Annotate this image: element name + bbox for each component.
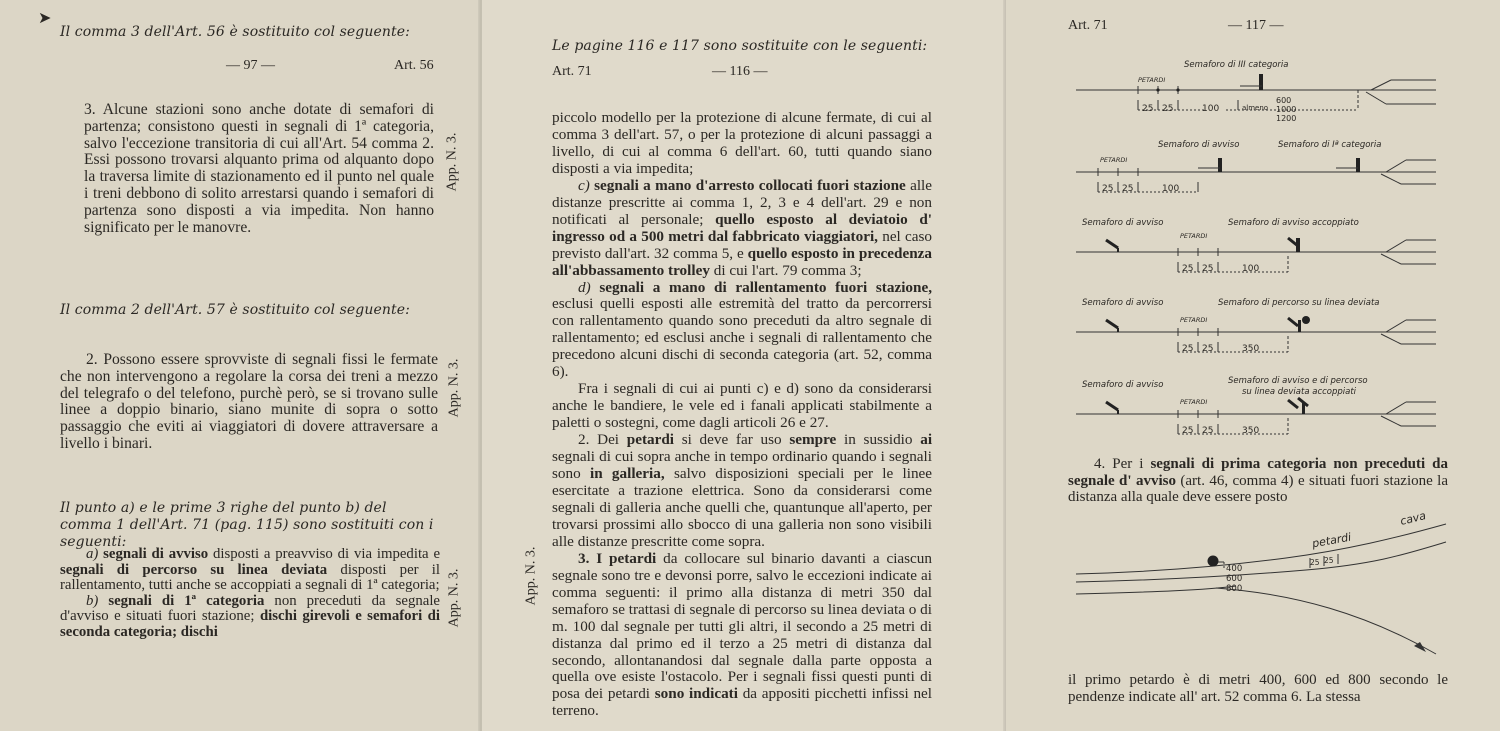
page-number: — 116 — bbox=[712, 64, 768, 79]
page-number: — 117 — bbox=[1228, 18, 1284, 33]
points-ab: a) segnali di avviso disposti a preavviso di via impedita e segnali di percorso su linea deviata disposti per il rallentamento, tutti anche se accoppiati a segnali di 1ª categoria; b) segnali di 1ª categoria non preceduti da segnale d'avviso e situati fuori stazione; dischi girevoli e semafori di seconda categoria; dischi bbox=[60, 546, 441, 640]
corner-mark: ➤ bbox=[38, 8, 52, 27]
right-page: Art. 71 — 117 — Semaforo di III categoria PETARDI 25 25 100 almeno 600 1000 1200 Semaforo di avviso Semaforo di Iª categoria PETARDI 25 25 100 Semaforo di avviso Semaforo di avviso accoppiato PETARDI 25 25 100 Semaforo di avviso Semaforo di percorso su linea deviata PETARDI 25 25 350 Semaforo di avviso Semaforo di avviso e di percorso su linea deviata accoppiati PETARDI 25 25 350 4. Per i segnali di prima categoria non preceduti da segnale d' avviso (art. 46, comma 4) e situati fuori stazione la distanza alla quale deve essere posto cava petardi 25 25 400 600 800 il primo petardo è di metri 400, 600 ed 800 secondo le pendenze indicate all' art. 52 comma 6. La stessa bbox=[1006, 0, 1500, 731]
paragraph-4: 4. Per i segnali di prima categoria non preceduti da segnale d' avviso (art. 46, comma 4) e situati fuori stazione la distanza alla quale deve essere posto bbox=[1068, 456, 1449, 505]
track-diagram-3-svg bbox=[1066, 226, 1436, 286]
track-diagram-5-svg bbox=[1066, 388, 1436, 448]
top-note: Il comma 3 dell'Art. 56 è sostituito col seguente: bbox=[60, 24, 410, 40]
article-label: Art. 71 bbox=[1068, 18, 1108, 33]
left-page bbox=[0, 0, 482, 731]
cava-diagram-svg bbox=[1066, 514, 1456, 664]
app-label: App. N. 3. bbox=[446, 358, 462, 418]
track-diagram-1-svg bbox=[1066, 64, 1436, 134]
article-label: Art. 71 bbox=[552, 64, 592, 79]
paragraph-end: il primo petardo è di metri 400, 600 ed 800 secondo le pendenze indicate all' art. 52 comma 6. La stessa bbox=[1068, 672, 1448, 705]
article-label: Art. 56 bbox=[394, 58, 434, 73]
top-note: Le pagine 116 e 117 sono sostituite con le seguenti: bbox=[552, 38, 928, 54]
track-diagram-2-svg bbox=[1066, 146, 1436, 206]
note-art57: Il comma 2 dell'Art. 57 è sostituito col seguente: bbox=[60, 302, 410, 318]
note-art71: Il punto a) e le prime 3 righe del punto b) del comma 1 dell'Art. 71 (pag. 115) sono sostituiti con i seguenti: bbox=[60, 500, 434, 550]
paragraph-art56: 3. Alcune stazioni sono anche dotate di semafori di partenza; consistono questi in segnali di 1ª categoria, salvo l'eccezione transitoria di cui all'Art. 54 comma 2. Essi possono trovarsi alquanto prima od alquanto dopo la traversa limite di stazionamento ed il punto nel quale i treni debbono di solito arrestarsi quando i semafori di partenza sono disposti a via impedita. Non hanno significato per le manovre. bbox=[84, 101, 434, 236]
app-label: App. N. 3. bbox=[444, 132, 460, 192]
app-label: App. N. 3. bbox=[446, 568, 462, 628]
page-number: — 97 — bbox=[226, 58, 275, 73]
middle-body: piccolo modello per la protezione di alcune fermate, di cui al comma 3 dell'art. 57, o per la protezione di alcuni passaggi a livello, di cui al comma 6 dell'art. 60, tutti quando siano disposti a via impedita; c) segnali a mano d'arresto collocati fuori stazione alle distanze prescritte ai comma 1, 2, 3 e 4 dell'art. 29 e non notificati al personale; quello esposto al deviatoio d' ingresso od a 500 metri dal fabbricato viaggiatori, nel caso previsto dall'art. 32 comma 5, e quello esposto in precedenza all'abbassamento trolley di cui l'art. 79 comma 3; d) segnali a mano di rallentamento fuori stazione, esclusi quelli esposti alle estremità del tratto da percorrersi con rallentamento quando sono preceduti da altro segnale di rallentamento; ed esclusi anche i segnali di rallentamento che precedono alcuni dischi di seconda categoria (art. 52, comma 6). Fra i segnali di cui ai punti c) e d) sono da considerarsi anche le bandiere, le vele ed i fanali applicati stabilmente a paletti o sostegni, come dagli articoli 26 e 27. 2. Dei petardi si deve far uso sempre in sussidio ai segnali di cui sopra anche in tempo ordinario quando i segnali sono in galleria, salvo disposizioni speciali per le linee esercitate a trazione elettrica. Sono da considerarsi come segnali di galleria anche quelli che, quantunque all'aperto, per trovarsi prossimi allo sbocco di una galleria non sono visibili alle distanze prescritte come sopra. 3. I petardi da collocare sul binario davanti a ciascun segnale sono tre e devonsi porre, salvo le eccezioni indicate ai comma seguenti: il primo alla distanza di metri 350 dal semaforo se trattasi di segnale di percorso su linea deviata o di m. 100 dal segnale per tutti gli altri, il secondo a 25 metri di distanza dal primo ed il terzo a 25 metri di distanza dal secondo, allontanandosi dal segnale dalla parte opposta a quella ove esiste l'ostacolo. Per i segnali fissi questi punti di posa dei petardi sono indicati da appositi picchetti infissi nel terreno. bbox=[552, 109, 933, 720]
app-label: App. N. 3. bbox=[523, 546, 539, 606]
paragraph-art57: 2. Possono essere sprovviste di segnali fissi le fermate che non intervengono a regolare la corsa dei treni a mezzo del telegrafo o del telefono, purchè però, se si trovano sulle linee a doppio binario, siano munite di sopra o sotto passaggio che eviti ai viaggiatori di dovere attraversare a livello i binari. bbox=[60, 351, 438, 452]
middle-page bbox=[482, 0, 1006, 731]
track-diagram-4-svg bbox=[1066, 306, 1436, 366]
